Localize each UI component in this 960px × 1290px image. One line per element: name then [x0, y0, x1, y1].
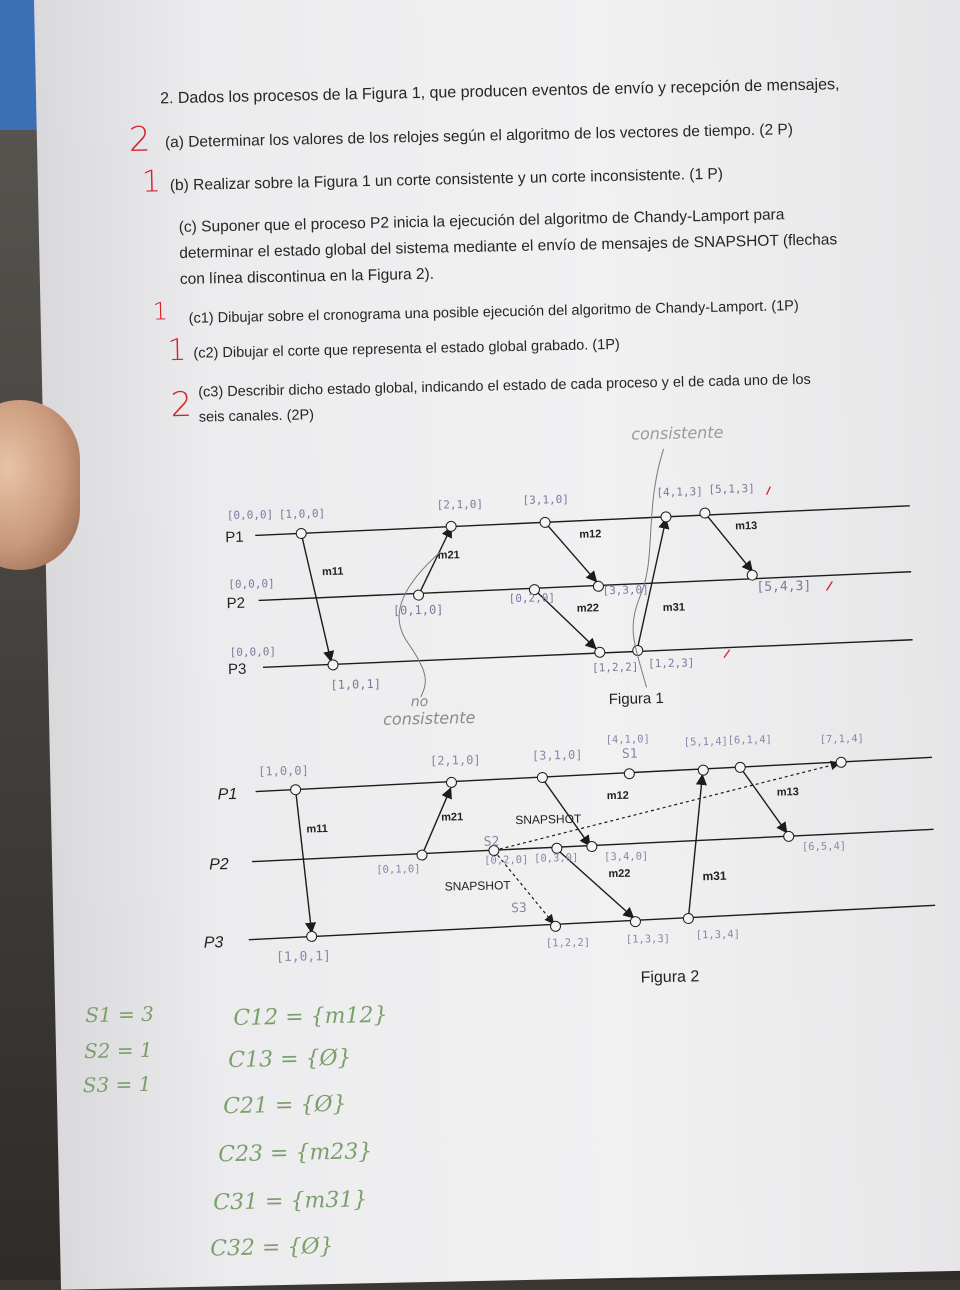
- fig2-p1-label: P1: [217, 785, 238, 804]
- fig2-p3-label: P3: [203, 934, 224, 952]
- fig2-p1-timeline: [255, 757, 932, 791]
- question-c-line1: (c) Suponer que el proceso P2 inicia la ejecución del algoritmo de Chandy-Lamport para: [178, 206, 785, 237]
- fig1-event-p1-5: [700, 508, 710, 518]
- fig2-event-p3-1: [307, 931, 317, 941]
- fig2-event-p1-6: [735, 762, 745, 772]
- fig1-p2-clock-2: [0,2,0]: [508, 591, 556, 606]
- fig2-p3-clock-4: [1,3,4]: [695, 928, 741, 942]
- fig1-p1-clock-4: [4,1,3]: [656, 485, 703, 500]
- fig1-p2-clock-4: [5,4,3]: [756, 578, 812, 595]
- fig1-no-note: no: [410, 693, 429, 711]
- fig2-p3-timeline: [248, 905, 935, 942]
- grade-mark-c3: 2: [170, 384, 193, 426]
- fig1-p1-clock-1: [1,0,0]: [278, 507, 326, 521]
- fig1-p2-init-clock: [0,0,0]: [228, 577, 275, 592]
- question-a: (a) Determinar los valores de los relojes según el algoritmo de los vectores de tiempo. (2 P): [164, 121, 794, 152]
- fig1-p2-clock-1: [0,1,0]: [392, 602, 444, 618]
- question-c1: (c1) Dibujar sobre el cronograma una posible ejecución del algoritmo de Chandy-Lamport. (1P): [188, 298, 799, 327]
- figure1: [223, 419, 914, 732]
- fig1-p1-label: P1: [225, 528, 244, 547]
- fig1-event-p2-1: [413, 590, 423, 600]
- fig1-check-mark-3: [724, 650, 730, 658]
- fig2-event-p3-4: [683, 913, 693, 923]
- fig2-msg-m11-arrow: [296, 789, 312, 932]
- fig1-check-mark-2: [826, 581, 832, 590]
- fig1-consistent-note: consistente: [631, 422, 724, 444]
- fig1-m22-label: m22: [576, 602, 600, 615]
- figures-svg: [34, 0, 960, 1280]
- fig2-marker-s1: S1: [621, 746, 638, 762]
- fig1-p3-clock-3: [1,2,3]: [647, 656, 695, 671]
- fig1-p2-timeline: [258, 572, 911, 601]
- fig2-p2-clock-2: [0,2,0]: [483, 853, 529, 867]
- fig1-event-p2-4: [747, 570, 757, 580]
- fig2-p1-clock-7: [7,1,4]: [819, 732, 865, 746]
- fig1-m31-label: m31: [662, 601, 686, 614]
- fig1-p2-clock-3: [3,3,0]: [602, 583, 649, 598]
- fig2-m13-label: m13: [776, 786, 799, 799]
- fig2-event-p2-5: [784, 831, 794, 841]
- fig1-m11-label: m11: [321, 565, 344, 579]
- fig2-m12-label: m12: [606, 789, 629, 803]
- fig2-p2-label: P2: [208, 856, 229, 874]
- fig2-p3-clock-3: [1,3,3]: [625, 932, 671, 946]
- answer-state-s2: S2 = 1: [83, 1037, 153, 1064]
- fig1-event-p3-2: [595, 647, 605, 657]
- answer-state-s3: S3 = 1: [82, 1071, 152, 1098]
- fig2-p1-clock-5: [5,1,4]: [683, 735, 729, 749]
- fig2-event-p2-1: [417, 850, 427, 860]
- fig2-p2-clock-3: [0,3,0]: [533, 851, 579, 865]
- fig1-m13-label: m13: [735, 519, 758, 533]
- fig2-m21-label: m21: [441, 811, 464, 824]
- fig2-event-p1-3: [537, 772, 547, 782]
- fig2-event-p2-4: [587, 841, 597, 851]
- fig2-p1-clock-2: [2,1,0]: [429, 752, 481, 768]
- fig1-p1-clock-3: [3,1,0]: [522, 492, 570, 507]
- fig2-p1-clock-1: [1,0,0]: [258, 763, 309, 779]
- fig2-m31-label: m31: [702, 868, 727, 884]
- fig1-p3-clock-2: [1,2,2]: [591, 660, 639, 675]
- fig2-event-p3-3: [630, 917, 640, 927]
- fig1-caption: Figura 1: [608, 689, 664, 709]
- fig2-snapshot-label-2: SNAPSHOT: [444, 878, 511, 894]
- answer-channel-c12: C12 = {m12}: [233, 1002, 388, 1032]
- fig1-p3-init-clock: [0,0,0]: [229, 645, 277, 660]
- grade-mark-a: 2: [128, 119, 152, 161]
- fig1-p3-timeline: [263, 640, 913, 671]
- fig1-p2-label: P2: [226, 594, 246, 613]
- grade-mark-c1: 1: [152, 297, 169, 326]
- fig1-check-mark-1: [766, 487, 770, 495]
- fig1-m21-label: m21: [437, 549, 460, 562]
- question-c-line2: determinar el estado global del sistema mediante el envío de mensajes de SNAPSHOT (flechas: [179, 231, 838, 263]
- photographer-thumb: [0, 400, 80, 570]
- fig2-p1-clock-4: [4,1,0]: [605, 733, 651, 747]
- fig1-inconsistent-cut-line: [398, 552, 444, 698]
- fig2-snapshot-label-1: SNAPSHOT: [515, 811, 582, 828]
- fig2-p1-clock-6: [6,1,4]: [727, 733, 773, 747]
- answer-channel-c32: C32 = {Ø}: [209, 1234, 334, 1262]
- fig1-inconsistent-note: consistente: [382, 707, 476, 729]
- fig2-event-p1-4: [624, 769, 634, 779]
- fig2-event-p1-7: [836, 757, 846, 767]
- fig2-p3-clock-1: [1,0,1]: [275, 948, 332, 966]
- fig2-p2-clock-4: [3,4,0]: [603, 850, 649, 864]
- fig2-p1-clock-3: [3,1,0]: [531, 747, 583, 763]
- fig2-p2-clock-5: [6,5,4]: [801, 840, 847, 854]
- fig1-p3-label: P3: [227, 660, 247, 679]
- answer-channel-c31: C31 = {m31}: [212, 1187, 368, 1216]
- answer-channel-c21: C21 = {Ø}: [222, 1091, 347, 1120]
- fig2-event-p1-1: [290, 785, 300, 795]
- fig2-event-p1-5: [698, 765, 708, 775]
- fig1-p1-clock-5: [5,1,3]: [708, 482, 755, 496]
- fig2-marker-s3: S3: [510, 900, 527, 917]
- fig1-event-p3-1: [328, 660, 338, 670]
- answer-state-s1: S1 = 3: [85, 1001, 155, 1028]
- exam-sheet: [34, 0, 960, 1290]
- fig2-marker-s2: S2: [483, 834, 500, 850]
- question-c3-line2: seis canales. (2P): [198, 407, 315, 426]
- fig2-msg-m31-arrow: [685, 775, 705, 918]
- fig2-m11-label: m11: [306, 823, 328, 836]
- fig1-event-p1-2: [446, 521, 456, 531]
- fig1-p3-clock-1: [1,0,1]: [330, 676, 382, 692]
- answer-channel-c13: C13 = {Ø}: [227, 1045, 352, 1074]
- question-c3-line1: (c3) Describir dicho estado global, indicando el estado de cada proceso y el de cada uno de los: [198, 371, 811, 401]
- fig2-p3-clock-2: [1,2,2]: [545, 936, 591, 950]
- fig1-event-p1-4: [661, 512, 671, 522]
- question-c-line3: con línea discontinua en la Figura 2).: [179, 265, 435, 289]
- grade-mark-b: 1: [141, 164, 162, 200]
- answer-channel-c23: C23 = {m23}: [217, 1139, 373, 1168]
- fig1-p1-init-clock: [0,0,0]: [226, 508, 274, 523]
- grade-mark-c2: 1: [167, 332, 187, 369]
- fig2-event-p1-2: [446, 777, 456, 787]
- fig2-caption: Figura 2: [640, 968, 700, 987]
- fig2-msg-m13-arrow: [740, 766, 786, 833]
- fig1-event-p1-3: [540, 517, 550, 527]
- question-intro: 2. Dados los procesos de la Figura 1, que producen eventos de envío y recepción de mensajes,: [159, 76, 840, 108]
- question-c2: (c2) Dibujar el corte que representa el estado global grabado. (1P): [193, 336, 620, 362]
- fig2-m22-label: m22: [608, 867, 631, 881]
- fig2-p2-clock-1: [0,1,0]: [376, 863, 421, 877]
- fig1-m12-label: m12: [579, 528, 602, 541]
- fig1-p1-clock-2: [2,1,0]: [436, 497, 484, 512]
- figure2: [200, 727, 937, 995]
- question-b: (b) Realizar sobre la Figura 1 un corte consistente y un corte inconsistente. (1 P): [169, 165, 724, 195]
- fig1-event-p1-1: [296, 528, 306, 538]
- fig2-event-p3-2: [550, 921, 560, 931]
